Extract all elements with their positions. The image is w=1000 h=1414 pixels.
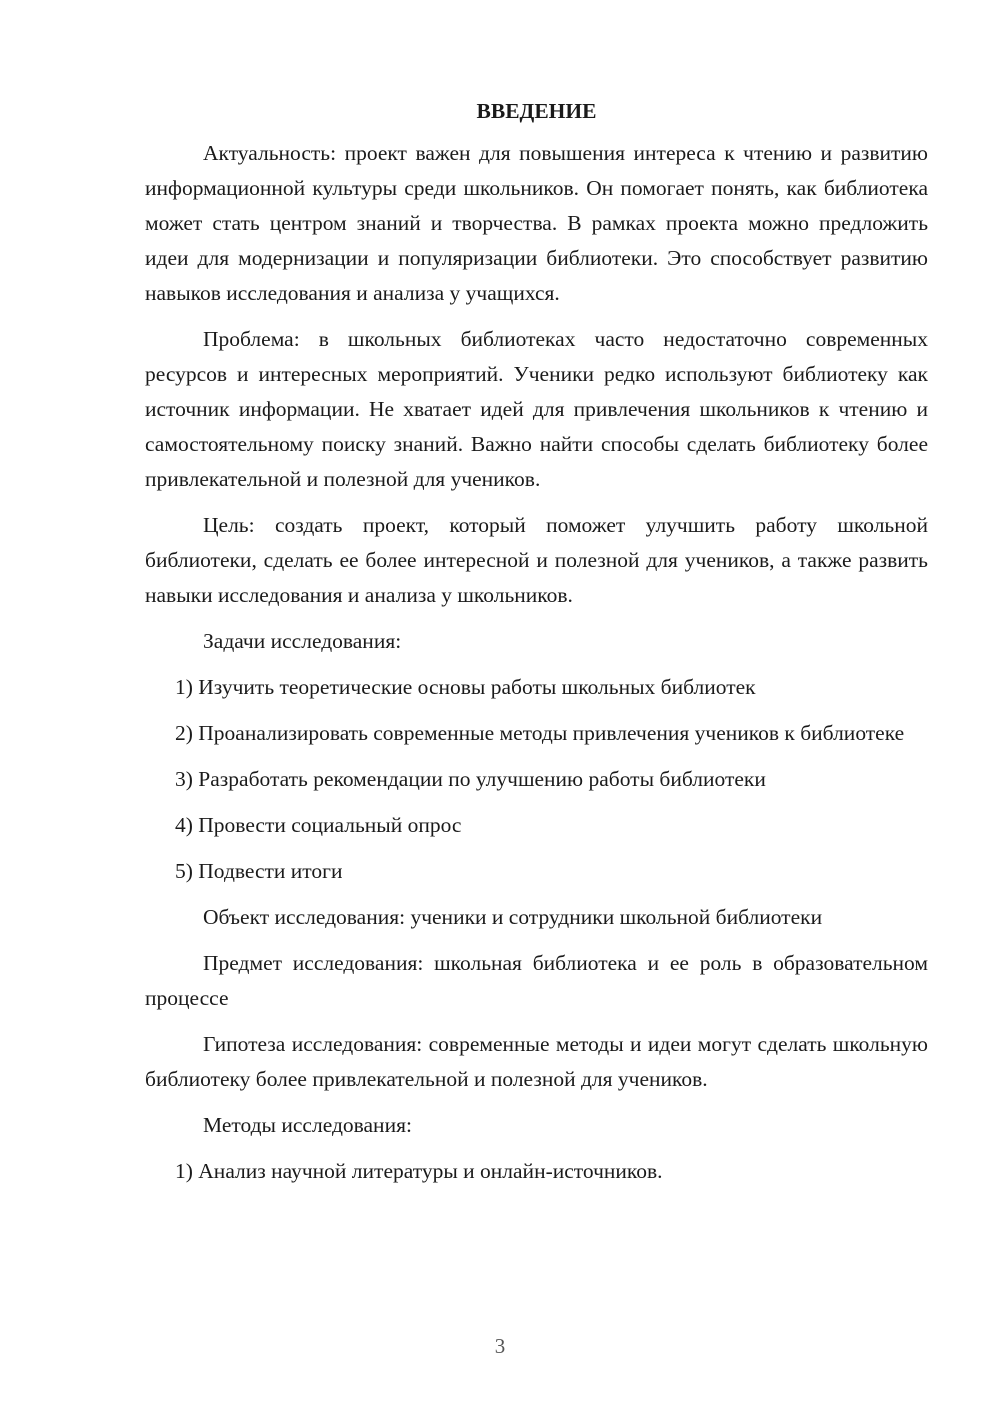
- section-title: ВВЕДЕНИЕ: [476, 99, 597, 123]
- subject-paragraph: Предмет исследования: школьная библиотека и ее роль в образовательном процессе: [145, 951, 928, 1010]
- relevance-paragraph: Актуальность: проект важен для повышения интереса к чтению и развитию информационной культуры среди школьников. Он помогает понять, как библиотека может стать центром знаний и творчества. В рамках проекта можно предложить идеи для модернизации и популяризации библиотеки. Это способствует развитию навыков исследования и анализа у учащихся.: [145, 141, 928, 305]
- task-item-2: 2) Проанализировать современные методы привлечения учеников к библиотеке: [175, 721, 905, 745]
- document-page: [145, 96, 928, 1200]
- goal-paragraph: Цель: создать проект, который поможет улучшить работу школьной библиотеки, сделать ее более интересной и полезной для учеников, а также развить навыки исследования и анализа у школьников.: [145, 513, 928, 607]
- problem-paragraph: Проблема: в школьных библиотеках часто недостаточно современных ресурсов и интересных мероприятий. Ученики редко используют библиотеку как источник информации. Не хватает идей для привлечения школьников к чтению и самостоятельному поиску знаний. Важно найти способы сделать библиотеку более привлекательной и полезной для учеников.: [145, 327, 928, 491]
- task-item-3: 3) Разработать рекомендации по улучшению работы библиотеки: [175, 767, 766, 791]
- object-paragraph: Объект исследования: ученики и сотрудники школьной библиотеки: [203, 905, 823, 929]
- tasks-heading: Задачи исследования:: [203, 629, 402, 653]
- task-item-4: 4) Провести социальный опрос: [175, 813, 462, 837]
- hypothesis-paragraph: Гипотеза исследования: современные методы и идеи могут сделать школьную библиотеку более привлекательной и полезной для учеников.: [145, 1032, 928, 1091]
- task-item-5: 5) Подвести итоги: [175, 859, 343, 883]
- task-item-1: 1) Изучить теоретические основы работы школьных библиотек: [175, 675, 756, 699]
- methods-heading: Методы исследования:: [203, 1113, 412, 1137]
- page-number: 3: [494, 1334, 506, 1358]
- method-item-1: 1) Анализ научной литературы и онлайн-источников.: [175, 1159, 663, 1183]
